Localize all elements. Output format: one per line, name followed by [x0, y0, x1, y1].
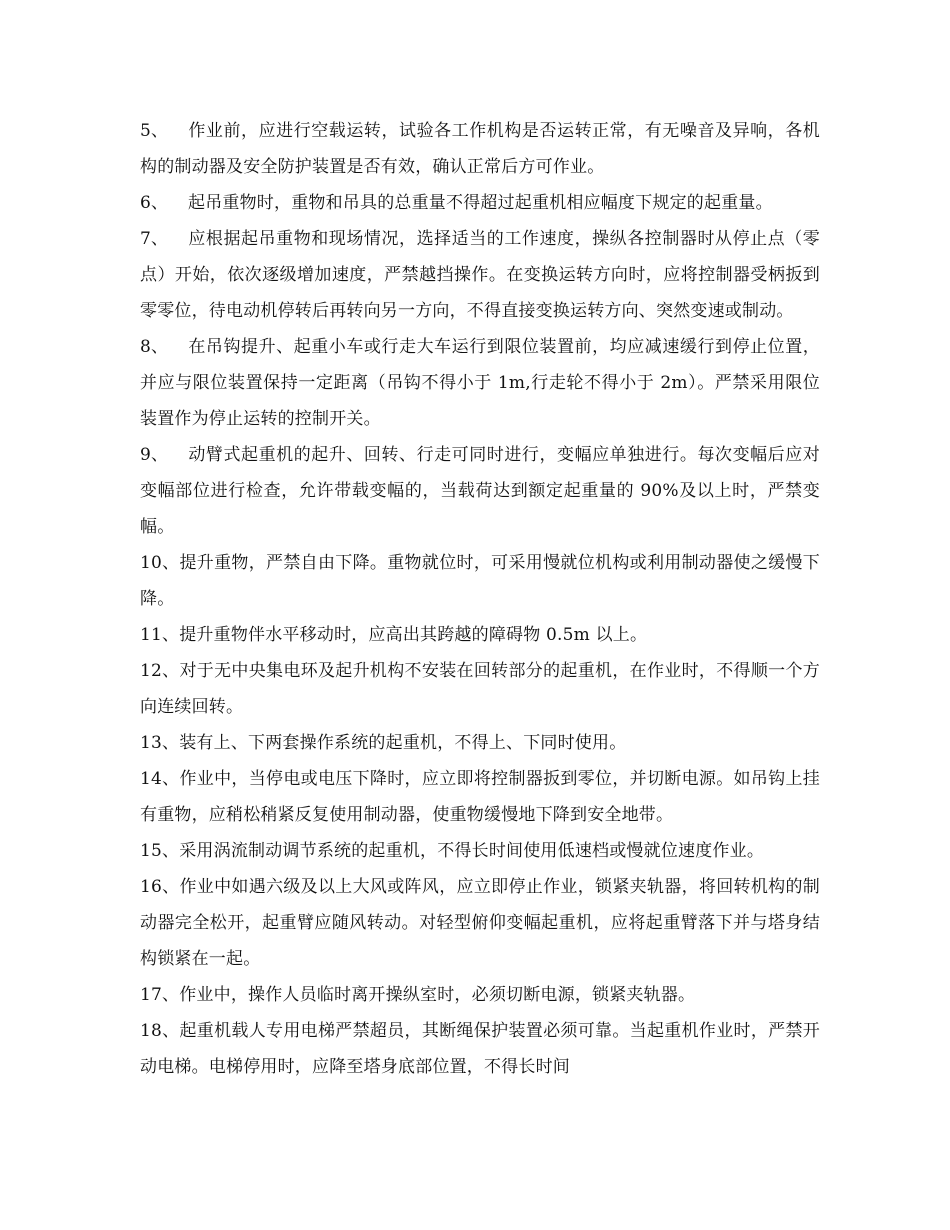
item-number: 12、 [140, 661, 180, 681]
item-text: 应根据起吊重物和现场情况，选择适当的工作速度，操纵各控制器时从停止点（零点）开始，依次逐级增加速度，严禁越挡操作。在变换运转方向时，应将控制器受柄扳到零零位，待电动机停转后再转向另一方向，不得直接变换运转方向、突然变速或制动。 [140, 229, 820, 321]
list-item [140, 329, 820, 437]
item-text: 作业中，当停电或电压下降时，应立即将控制器扳到零位，并切断电源。如吊钩上挂有重物，应稍松稍紧反复使用制动器，使重物缓慢地下降到安全地带。 [140, 769, 820, 825]
document-body [140, 113, 820, 1085]
item-text: 装有上、下两套操作系统的起重机，不得上、下同时使用。 [179, 733, 627, 753]
item-number: 7、 [140, 229, 169, 249]
item-text: 起吊重物时，重物和吊具的总重量不得超过起重机相应幅度下规定的起重量。 [188, 193, 773, 213]
list-item [140, 833, 820, 869]
list-item [140, 545, 820, 617]
item-number: 6、 [140, 193, 169, 213]
item-text: 提升重物伴水平移动时，应高出其跨越的障碍物 0.5m 以上。 [179, 625, 648, 645]
list-item [140, 1013, 820, 1085]
item-number: 15、 [140, 841, 180, 861]
item-number: 13、 [140, 733, 180, 753]
item-text: 作业前，应进行空载运转，试验各工作机构是否运转正常，有无噪音及异响，各机构的制动器及安全防护装置是否有效，确认正常后方可作业。 [140, 121, 820, 177]
item-text: 作业中，操作人员临时离开操纵室时，必须切断电源，锁紧夹轨器。 [179, 985, 696, 1005]
item-text: 作业中如遇六级及以上大风或阵风，应立即停止作业，锁紧夹轨器，将回转机构的制动器完全松开，起重臂应随风转动。对轻型俯仰变幅起重机，应将起重臂落下并与塔身结构锁紧在一起。 [140, 877, 820, 969]
item-text: 提升重物，严禁自由下降。重物就位时，可采用慢就位机构或利用制动器使之缓慢下降。 [140, 553, 820, 609]
list-item [140, 437, 820, 545]
list-item [140, 977, 820, 1013]
list-item [140, 869, 820, 977]
item-number: 11、 [140, 625, 180, 645]
item-number: 10、 [140, 553, 180, 573]
list-item [140, 617, 820, 653]
item-number: 14、 [140, 769, 180, 789]
item-number: 5、 [140, 121, 169, 141]
list-item [140, 221, 820, 329]
item-number: 9、 [140, 445, 169, 465]
list-item [140, 113, 820, 185]
item-number: 8、 [140, 337, 169, 357]
item-text: 对于无中央集电环及起升机构不安装在回转部分的起重机，在作业时，不得顺一个方向连续回转。 [140, 661, 820, 717]
list-item [140, 653, 820, 725]
item-text: 动臂式起重机的起升、回转、行走可同时进行，变幅应单独进行。每次变幅后应对变幅部位进行检查，允许带载变幅的，当载荷达到额定起重量的 90%及以上时，严禁变幅。 [140, 445, 820, 537]
list-item [140, 761, 820, 833]
item-number: 16、 [140, 877, 180, 897]
item-text: 起重机载人专用电梯严禁超员，其断绳保护装置必须可靠。当起重机作业时，严禁开动电梯。电梯停用时，应降至塔身底部位置，不得长时间 [140, 1021, 820, 1077]
list-item [140, 725, 820, 761]
item-number: 18、 [140, 1021, 180, 1041]
item-text: 采用涡流制动调节系统的起重机，不得长时间使用低速档或慢就位速度作业。 [179, 841, 765, 861]
item-number: 17、 [140, 985, 180, 1005]
list-item [140, 185, 820, 221]
item-text: 在吊钩提升、起重小车或行走大车运行到限位装置前，均应减速缓行到停止位置，并应与限位装置保持一定距离（吊钩不得小于 1m,行走轮不得小于 2m）。严禁采用限位装置作为停止运转的控制开关。 [140, 337, 820, 429]
